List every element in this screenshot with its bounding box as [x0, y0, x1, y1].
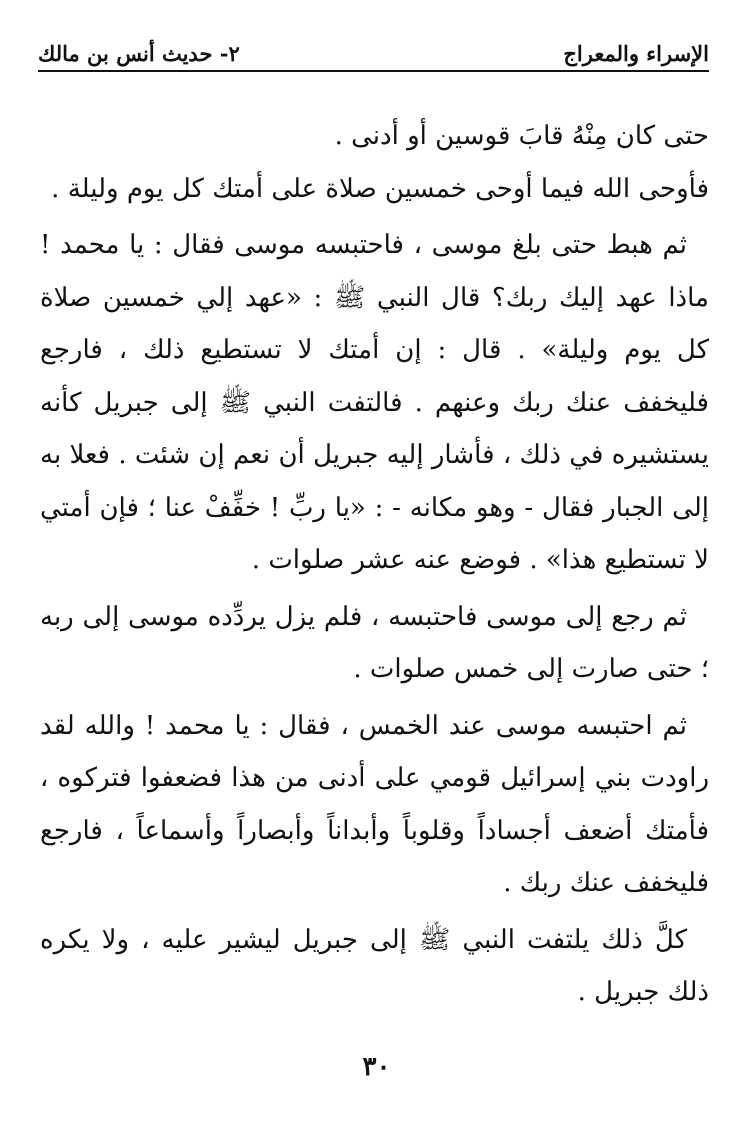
chapter-title: ٢- حديث أنس بن مالك [38, 41, 240, 66]
paragraph: حتى كان مِنْهُ قابَ قوسين أو أدنى . [334, 121, 709, 151]
page-body [40, 110, 709, 1019]
paragraph: فأوحى الله فيما أوحى خمسين صلاة على أمتك كل يوم وليلة . [51, 173, 709, 204]
paragraph: ثم رجع إلى موسى فاحتبسه ، فلم يزل يردِّده موسى إلى ربه ؛ حتى صارت إلى خمس صلوات . [40, 601, 709, 684]
paragraph: ثم هبط حتى بلغ موسى ، فاحتبسه موسى فقال : يا محمد ! ماذا عهد إليك ربك؟ قال النبي ﷺ : «عهد إلي خمسين صلاة كل يوم وليلة» . قال : إن أمتك لا تستطيع ذلك ، فارجع فليخفف عنك ربك وعنهم . فالتفت النبي ﷺ إلى جبريل كأنه يستشيره في ذلك ، فأشار إليه جبريل أن نعم إن شئت . فعلا به إلى الجبار فقال - وهو مكانه - : «يا ربِّ ! خفِّفْ عنا ؛ فإن أمتي لا تستطيع هذا» . فوضع عنه عشر صلوات . [40, 230, 709, 575]
running-header [38, 24, 709, 72]
paragraph: كلَّ ذلك يلتفت النبي ﷺ إلى جبريل ليشير عليه ، ولا يكره ذلك جبريل . [40, 924, 709, 1007]
page-number: ٣٠ [362, 1052, 391, 1082]
paragraph: ثم احتبسه موسى عند الخمس ، فقال : يا محمد ! والله لقد راودت بني إسرائيل قومي على أدنى من هذا فضعفوا فتركوه ، فأمتك أضعف أجساداً وقلوباً وأبداناً وأبصاراً وأسماعاً ، فارجع فليخفف عنك ربك . [40, 710, 709, 898]
book-title: الإسراء والمعراج [563, 41, 709, 66]
